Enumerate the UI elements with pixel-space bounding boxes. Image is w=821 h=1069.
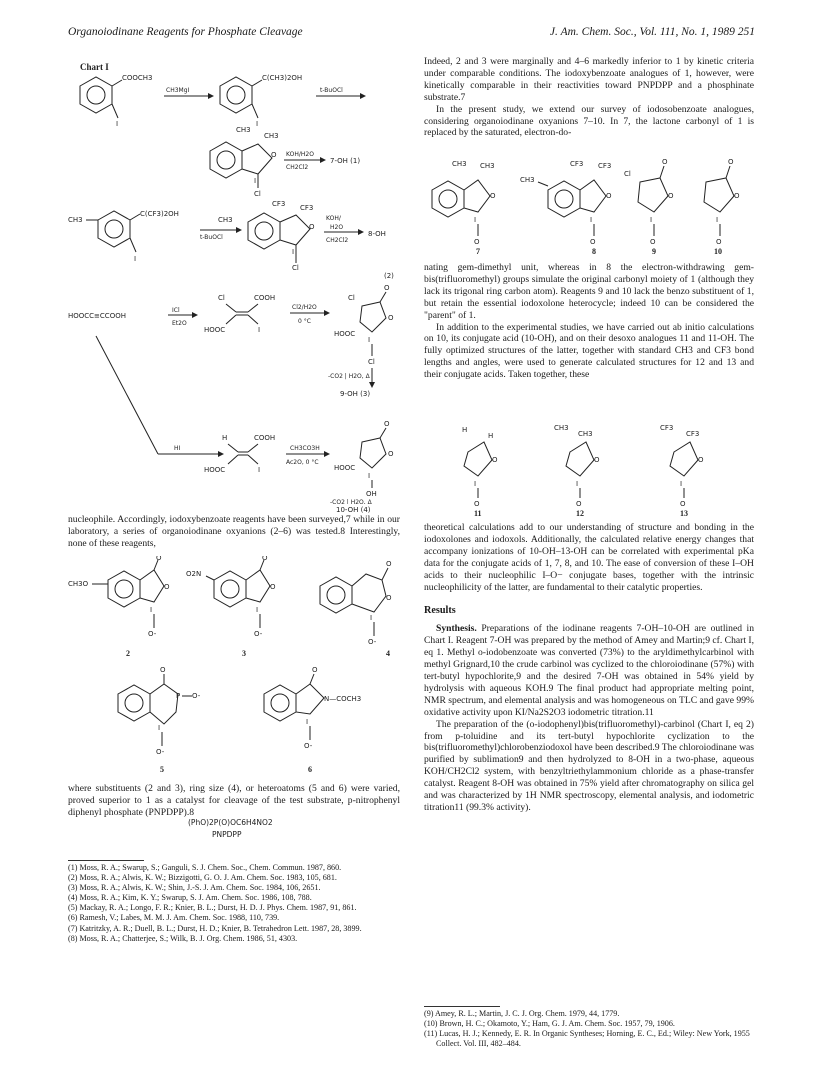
hydrogen-label: H [462,426,468,434]
reagent-hi: HI [174,445,181,452]
footnote-5: (5) Mackay, R. A.; Longo, F. R.; Knier, B. L.; Durst, H. D. J. Phys. Chem. 1987, 91, 861. [68,903,357,913]
compound-label-3: 3 [242,649,246,658]
structures-7-to-10 [424,146,754,256]
compound-label-10: 10 [714,247,722,256]
oxygen-label: O [312,666,318,674]
iodo-label: I [306,718,309,726]
footnote-2: (2) Moss, R. A.; Alwis, K. W.; Bizzigotti, G. O. J. Am. Chem. Soc. 1983, 105, 681. [68,873,337,883]
iodo-label: I [370,614,373,622]
acetylenedicarboxylic-acid: HOOCC≡CCOOH [68,312,126,320]
footnote-4: (4) Moss, R. A.; Kim, K. Y.; Swarup, S. J. Am. Chem. Soc. 1986, 108, 788. [68,893,312,903]
hydroxy-label: OH [366,490,377,498]
compound-label-13: 13 [680,509,688,516]
chart-1-title: Chart I [80,62,109,72]
oxygen-label: O [728,158,734,166]
oxygen-label: O [734,192,740,200]
oxygen-label: O [384,284,390,292]
arrow-head [324,310,330,316]
oxygen-label: O [384,420,390,428]
iodo-label: I [256,606,259,614]
decarboxylation-step: -CO2 | H2O, Δ [328,373,370,380]
iodo-label: I [258,326,261,334]
structure-7 [432,160,496,256]
chloroiodinane-7-structure [210,126,279,198]
paragraph: where substituents (2 and 3), ring size (4), or heteroatoms (5 and 6) were varied, proved superior to 1 as a catalyst for cleavage of the test substrate, p-nitrophenyl diphenyl phosphate (PNPDPP).8 [68,783,400,818]
o-iodobenzoate-structure [80,74,153,128]
paragraph: nating gem-dimethyl unit, whereas in 8 the electron-withdrawing gem-bis(trifluoromethyl) groups simulate the original carbonyl moiety of 1 (although they lack its trigonal ring carbon atom). Reagents 9 and 10 lack the benzo substituent of 1, but retain the essential iodoxolone heterocycle; indeed 10 can be considered the "parent" of 1. [424,262,754,321]
product-7-oh: 7-OH (1) [330,157,361,165]
oxygen-label: O [271,151,277,159]
reagent-koh: KOH/H2O [286,151,314,158]
compound-label-11: 11 [474,509,482,516]
hooc-label: HOOC [204,466,226,474]
equation-number: (2) [384,272,394,280]
carbinol-structure [220,74,302,128]
iodo-label: I [716,216,719,224]
iodo-label: I [254,177,257,185]
hydrogen-label: H [222,434,228,442]
cf3-label: CF3 [598,162,612,170]
reagent-ac2o: Ac2O, 0 °C [286,459,319,466]
left-column-para-1 [68,514,400,550]
oxygen-label: O [662,158,668,166]
arrow-head [324,451,330,457]
oxyanion-label: O- [254,630,263,638]
oxygen-label: O [698,456,704,464]
paragraph: In addition to the experimental studies, we have carried out ab initio calculations on 10, its conjugate acid (10-OH), and on their desoxo analogues 11 and 11-OH. The fully optimized structures of the latter, together with standard CH3 and CF3 bond lengths and angles, were used to generate calculated structures for 12 and 13 and their conjugate acids. Taken together, these [424,321,754,381]
oxyanion-label: O- [368,638,377,646]
reagent-tbuocl: t-BuOCl [320,87,343,94]
iodo-label: I [292,248,295,256]
oxygen-label: O [386,560,392,568]
oxygen-label: O [650,238,656,246]
structure-13 [660,424,704,516]
methyl-label: CH3 [68,216,83,224]
iodo-label: I [116,120,119,128]
structures-2-6-drawing [68,556,408,778]
footnote-6: (6) Ramesh, V.; Labes, M. M. J. Am. Chem. Soc. 1988, 110, 739. [68,913,280,923]
hooc-label: HOOC [334,330,356,338]
iodo-label: I [680,480,683,488]
chart-1 [68,56,408,504]
oxyanion-label: O- [304,742,313,750]
arrow-head [218,451,224,457]
footnotes-left [68,863,400,944]
structure-5 [118,666,201,774]
arrow-head [208,93,214,99]
structure-8 [520,160,612,256]
iodo-label: I [368,472,371,480]
oxygen-label: O [680,500,686,508]
right-column-middle [424,262,754,381]
oxygen-label: O [474,500,480,508]
paragraph: nucleophile. Accordingly, iodoxybenzoate reagents have been surveyed,7 while in our laboratory, a series of organoiodinane oxyanions (2–6) was tested.8 Interestingly, none of these reagents, [68,514,400,549]
iodo-label: I [474,480,477,488]
methyl-label: CH3 [480,162,495,170]
oxygen-label: O [668,192,674,200]
pnpdpp-formula: (PhO)2P(O)OC6H4NO2 [188,818,273,827]
reagent-icl: ICl [172,307,180,314]
compound-label-8: 8 [592,247,596,256]
running-header-right: J. Am. Chem. Soc., Vol. 111, No. 1, 1989 251 [549,26,755,38]
iodo-label: I [590,216,593,224]
structure-2 [68,556,170,658]
oxygen-label: O [576,500,582,508]
running-header-left: Organoiodinane Reagents for Phosphate Cleavage [68,26,303,38]
footnote-8: (8) Moss, R. A.; Chatterjee, S.; Wilk, B. J. Org. Chem. 1986, 51, 4303. [68,933,298,943]
oxygen-label: O [590,238,596,246]
product-8-oh: 8-OH [368,230,386,238]
oxyanion-label: O- [156,748,165,756]
footnote-7: (7) Katritzky, A. R.; Duell, B. L.; Durst, H. D.; Knier, B. Tetrahedron Lett. 1987, 28, 3899. [68,923,362,933]
oxygen-label: O [164,583,170,591]
footnotes-right [424,1009,754,1049]
oxygen-label: O [606,192,612,200]
cf3-label: CF3 [570,160,584,168]
footnote-10: (10) Brown, H. C.; Okamoto, Y.; Ham, G. J. Am. Chem. Soc. 1957, 79, 1906. [424,1019,675,1029]
oxyanion-label: O- [148,630,157,638]
reagent-et2o: Et2O [172,320,187,327]
reagent-ch2cl2: CH2Cl2 [326,237,349,244]
paragraph: In the present study, we extend our survey of iodosobenzoate analogues, considering organoiodinane oxyanions 7–10. In 7, the lactone carbonyl of 1 is replaced by the saturated, electron-do- [424,103,754,139]
structure-10 [704,158,740,256]
oxygen-label: O [160,666,166,674]
group-cooch3: COOCH3 [122,74,153,82]
product-10-oh: 10-OH (4) [336,506,371,514]
arrow-head [236,227,242,233]
footnote-3: (3) Moss, R. A.; Alwis, K. W.; Shin, J.-S. J. Am. Chem. Soc. 1984, 106, 2651. [68,883,321,893]
reagent-peracetic-acid: CH3CO3H [290,445,320,452]
structure-11 [462,426,498,516]
structure-4 [320,560,392,658]
iodoxolone-10-precursor-structure [334,420,394,498]
bis-cf3-carbinol-structure [68,210,179,263]
chloro-label: Cl [368,358,375,366]
iodo-label: I [650,216,653,224]
methyl-label: CH3 [452,160,467,168]
group-carbinol: C(CH3)2OH [262,74,303,82]
footnote-9: (9) Amey, R. L.; Martin, J. C. J. Org. Chem. 1979, 44, 1779. [424,1009,620,1018]
reagent-h2o: H2O [330,224,344,231]
methoxy-label: CH3O [68,580,89,588]
iodo-label: I [134,255,137,263]
footnote-rule [424,1006,500,1007]
reagent-cl2-h2o: Cl2/H2O [292,304,317,311]
footnote-1: (1) Moss, R. A.; Swarup, S.; Ganguli, S. J. Chem. Soc., Chem. Commun. 1987, 860. [68,863,342,872]
chloro-label: Cl [218,294,225,302]
compound-label-4: 4 [386,649,390,658]
left-column-para-2 [68,783,400,819]
structure-12 [554,424,600,516]
compound-label-6: 6 [308,765,312,774]
hydrogen-label: H [488,432,494,440]
paragraph: Preparations of the iodinane reagents 7-OH–10-OH are outlined in Chart I. Reagent 7-OH was prepared by the method of Amey and Martin;9 cf. Chart I, eq 1. Methyl o-iodobenzoate was converted (73%) to the aryldimethylcarbinol with methyl Grignard,10 the crude carbinol was cyclized to the chloroiodinane (57%) with tert-butyl hypochlorite,9 and the desired 7-OH was obtained in 54% yield by hydrolysis with aqueous KOH.9 The final product had appropriate melting point, NMR spectrum, and elemental analysis and was homogeneous on TLC and gave 99% oxidative activity upon KI/Na2S2O3 iodometric titration.11 [424,623,754,718]
reagent-ch2cl2: CH2Cl2 [286,164,309,171]
nitro-label: O2N [186,570,202,578]
phosphorus-label: P [176,692,181,700]
methyl-label: CH3 [520,176,535,184]
arrow-head [360,93,366,99]
structures-11-13-drawing [424,420,754,516]
oxygen-label: O [156,556,162,562]
chloro-iodo-maleic-acid-structure [204,294,275,334]
structures-2-to-6 [68,556,408,778]
oxygen-label: O [492,456,498,464]
chloro-label: Cl [624,170,631,178]
compound-label-5: 5 [160,765,164,774]
iodoxolone-9-precursor-structure [334,284,394,366]
oxygen-label: O [474,238,480,246]
decarboxylation-step: -CO2 | H2O, Δ [330,499,372,504]
compound-label-12: 12 [576,509,584,516]
pnpdpp-label: PNPDPP [212,830,242,839]
paragraph: theoretical calculations add to our understanding of structure and bonding in the iodoxolones and iodoxols. Additionally, the calculated relative energy changes that accompany ionizations of 10-OH–13-OH can be correlated with experimental pKa data for the conjugate acids of 1, 7, 8, and 10. The ease of conversion of these I–OH acids to their nucleophilic I–O− conjugate bases, together with the intrinsic nucleophilicity of the latter, are fundamental to their catalytic properties. [424,522,754,593]
arrow-head [192,312,198,318]
oxygen-label: O [716,238,722,246]
oxyanion-label: O- [192,692,201,700]
oxygen-label: O [309,223,315,231]
cooh-label: COOH [254,294,276,302]
reagent-tbuocl: t-BuOCl [200,234,223,241]
paragraph: Indeed, 2 and 3 were marginally and 4–6 markedly inferior to 1 by kinetic criteria under comparable conditions. The iodoxybenzoate analogues of 1, however, were kinetically comparable in their reactivities toward PNPDPP and a phosphinate substrate.7 [424,56,754,103]
arrow-head [369,382,375,388]
oxygen-label: O [594,456,600,464]
structures-7-10-drawing [424,146,754,256]
iodo-label: I [256,120,259,128]
chloroiodinane-8-structure [248,200,315,272]
structure-3 [186,556,276,658]
oxygen-label: O [490,192,496,200]
methyl-label: CH3 [578,430,593,438]
cooh-label: COOH [254,434,276,442]
methyl-label: CH3 [554,424,569,432]
results-heading: Results [424,605,456,617]
oxygen-label: O [386,594,392,602]
methyl-label: CH3 [236,126,251,134]
structure-9 [624,158,674,256]
cf3-label: CF3 [272,200,286,208]
synthesis-subheading: Synthesis. [436,623,477,635]
footnote-11: (11) Lucas, H. J.; Kennedy, E. R. In Organic Syntheses; Horning, E. C., Ed.; Wiley: New York, 1955 Collect. Vol. III, 482–484. [424,1029,750,1049]
oxygen-label: O [262,556,268,562]
cf3-label: CF3 [660,424,674,432]
reagent-koh: KOH/ [326,215,341,222]
chart-1-scheme [68,56,408,504]
footnote-rule [68,860,144,861]
compound-label-7: 7 [476,247,480,256]
cf3-label: CF3 [686,430,700,438]
iodo-label: I [150,606,153,614]
right-column-lower [424,522,754,814]
structures-11-to-13 [424,420,754,516]
iodo-label: I [474,216,477,224]
oxygen-label: O [388,450,394,458]
cf3-label: CF3 [300,204,314,212]
iodo-label: I [576,480,579,488]
compound-label-9: 9 [652,247,656,256]
chloro-label: Cl [348,294,355,302]
arrow-head [320,157,326,163]
oxygen-label: O [388,314,394,322]
right-column-top [424,56,754,139]
compound-label-2: 2 [126,649,130,658]
hooc-label: HOOC [334,464,356,472]
reagent-temperature: 0 °C [298,318,311,325]
reagent-ch3mgi: CH3MgI [166,87,190,94]
structure-6 [264,666,361,774]
chloro-label: Cl [292,264,299,272]
methyl-label: CH3 [264,132,279,140]
iodo-label: I [368,336,371,344]
n-acetyl-label: N—COCH3 [324,695,362,703]
iodo-label: I [258,466,261,474]
hooc-label: HOOC [204,326,226,334]
chloro-label: Cl [254,190,261,198]
arrow-head [358,229,364,235]
branch-line [96,336,158,454]
iodo-label: I [158,724,161,732]
oxygen-label: O [270,583,276,591]
product-9-oh: 9-OH (3) [340,390,371,398]
methyl-label: CH3 [218,216,233,224]
group-bis-cf3-carbinol: C(CF3)2OH [140,210,179,218]
paragraph: The preparation of the (o-iodophenyl)bis(trifluoromethyl)-carbinol (Chart I, eq 2) from p-toluidine and its tert-butyl hypochlorite cyclization to the bis(trifluoromethyl)chlorobenziodoxol have been described.9 The chloroiodinane was purified by sublimation9 and then hydrolyzed to 8-OH in a two-phase, aqueous KOH/CH2Cl2 system, with benzyltriethylammonium chloride as a phase-transfer catalyst. Reagent 8-OH was obtained in 75% yield after chromatography on silica gel and was characterized by 1H NMR spectroscopy, elemental analysis, and iodometric titration11 (99.3% activity). [424,718,754,813]
